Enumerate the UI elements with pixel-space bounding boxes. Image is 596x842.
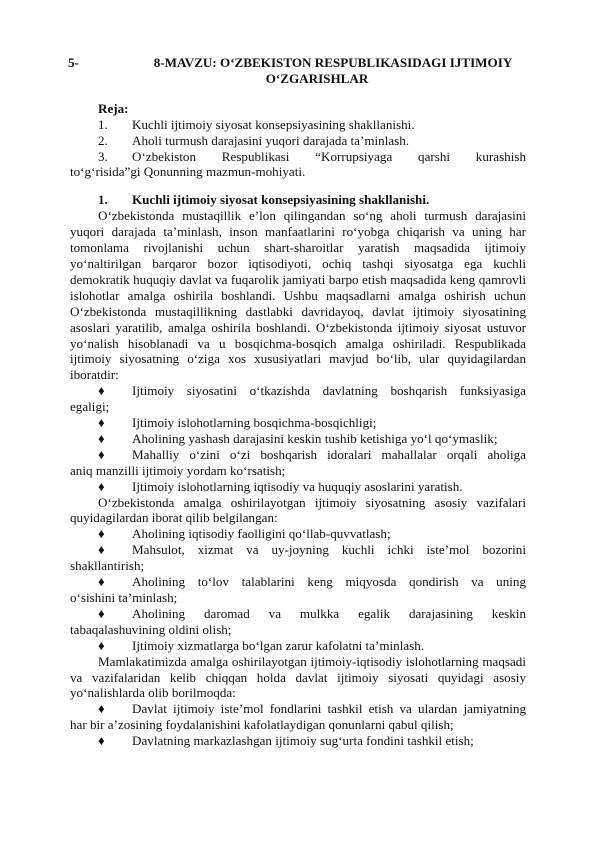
bullet-item [70,383,526,415]
diamond-bullet-icon: ♦ [98,637,105,653]
diamond-bullet-icon: ♦ [98,383,105,399]
bullet-text: Ijtimoiy xizmatlarga bo‘lgan zarur kafolatni ta’minlash. [132,637,425,653]
bullet-item [70,415,526,431]
plan-item-number: 3. [98,148,108,164]
paragraph-3: Mamlakatimizda amalga oshirilayotgan ijtimoiy-iqtisodiy islohotlarning maqsadi va vazifalaridan kelib chiqqan holda davlat ijtimoiy siyosati quyidagi asosiy yo‘nalishlarda olib borilmoqda: [70,653,526,701]
bullet-text: Davlat ijtimoiy iste’mol fondlarini tashkil etish va ulardan jamiyatning [132,701,526,717]
plan-item [98,149,526,165]
bullet-text: Ijtimoiy siyosatini o‘tkazishda davlatning boshqarish funksiyasiga [132,383,526,399]
bullet-item [70,542,526,574]
diamond-bullet-icon: ♦ [98,605,105,621]
plan-item-continuation: to‘g‘risida”gi Qonunning mazmun-mohiyati. [70,164,306,180]
paragraph-2: O‘zbekistonda amalga oshirilayotgan ijtimoiy siyosatning asosiy vazifalari quyidagilardan iborat qilib belgilangan: [70,494,526,526]
plan-item [98,117,526,133]
bullet-text: Aholining to‘lov talablarini keng miqyosda qondirish va uning [132,574,526,590]
bullet-text: Davlatning markazlashgan ijtimoiy sug‘urta fondini tashkil etish; [132,733,474,749]
bullet-text: Ijtimoiy islohotlarning iqtisodiy va huquqiy asoslarini yaratish. [132,478,463,494]
bullet-text: Aholining yashash darajasini keskin tushib ketishiga yo‘l qo‘ymaslik; [132,430,498,446]
bullet-item [70,526,526,542]
section-heading-text: Kuchli ijtimoiy siyosat konsepsiyasining shakllanishi. [132,192,430,208]
plan-item-text: O‘zbekiston Respublikasi “Korrupsiyaga qarshi kurashish [132,148,526,164]
bullet-text: Aholining daromad va mulkka egalik darajasining keskin [132,605,526,621]
title-number: 5- [68,55,79,70]
diamond-bullet-icon: ♦ [98,446,105,462]
bullet-continuation: tabaqalashuvining oldini olish; [70,621,232,637]
diamond-bullet-icon: ♦ [98,733,105,749]
plan-item-number: 1. [98,116,108,132]
diamond-bullet-icon: ♦ [98,415,105,431]
section-heading [98,192,526,208]
plan-item-text: Aholi turmush darajasini yuqori darajada ta’minlash. [132,132,410,148]
bullet-continuation: shakllantirish; [70,558,145,574]
bullet-text: Mahalliy o‘zini o‘zi boshqarish idoralari mahallalar orqali aholiga [132,446,526,462]
diamond-bullet-icon: ♦ [98,574,105,590]
diamond-bullet-icon: ♦ [98,478,105,494]
plan-item [98,133,526,149]
bullet-text: Aholining iqtisodiy faolligini qo‘llab-quvvatlash; [132,526,391,542]
bullet-item [70,638,526,654]
bullet-item [70,606,526,638]
bullet-item [70,447,526,479]
bullet-item [70,574,526,606]
bullet-continuation: aniq manzilli ijtimoiy yordam ko‘rsatish; [70,462,286,478]
diamond-bullet-icon: ♦ [98,430,105,446]
bullet-item [70,733,526,749]
plan-item-text: Kuchli ijtimoiy siyosat konsepsiyasining shakllanishi. [132,116,415,132]
bullet-item [70,701,526,733]
document-title [68,55,526,71]
title-line-1: 8-MAVZU: O‘ZBEKISTON RESPUBLIKASIDAGI IJTIMOIY [153,55,513,70]
bullet-continuation: egaligi; [70,399,110,415]
bullet-item [70,431,526,447]
diamond-bullet-icon: ♦ [98,542,105,558]
bullet-continuation: o‘sishini ta’minlash; [70,590,178,605]
bullet-item [70,479,526,495]
bullet-continuation: har bir a’zosining foydalanishini kafolatlaydigan qonunlarni qabul qilish; [70,717,454,733]
title-line-2: O‘ZGARISHLAR [265,70,369,86]
section-number: 1. [98,192,108,208]
bullet-text: Ijtimoiy islohotlarning bosqichma-bosqichligi; [132,415,377,431]
diamond-bullet-icon: ♦ [98,701,105,717]
diamond-bullet-icon: ♦ [98,526,105,542]
plan-item-number: 2. [98,132,108,148]
paragraph-1: O‘zbekistonda mustaqillik e’lon qilingandan so‘ng aholi turmush darajasini yuqori darajada ta’minlash, inson manfaatlarini ro‘yobga chiqarish va uning har tomonlama rivojlanishi uchun shart-sharoitlar yaratish maqsadida ijtimoiy yo‘naltirilgan barqaror bozor iqtisodiyoti, ochiq tashqi siyosatga ega kuchli demokratik huquqiy davlat va fuqarolik jamiyati barpo etish maqsadida keng qamrovli islohotlar amalga oshirila boshlandi. Ushbu maqsadlarni amalga oshirish uchun O‘zbekistonda mustaqillikning dastlabki davridayoq, davlat ijtimoiy siyosatining asoslari yaratilib, amalga oshirila boshlandi. O‘zbekistonda ijtimoiy siyosat ustuvor yo‘nalish hisoblanadi va u bosqichma-bosqich amalga oshiriladi. Respublikada ijtimoiy siyosatning o‘ziga xos xususiyatlari mavjud bo‘lib, ular quyidagilardan iboratdir: [70,208,526,383]
bullet-text: Mahsulot, xizmat va uy-joyning kuchli ichki iste’mol bozorini [132,542,526,558]
plan-label: Reja: [98,100,129,116]
